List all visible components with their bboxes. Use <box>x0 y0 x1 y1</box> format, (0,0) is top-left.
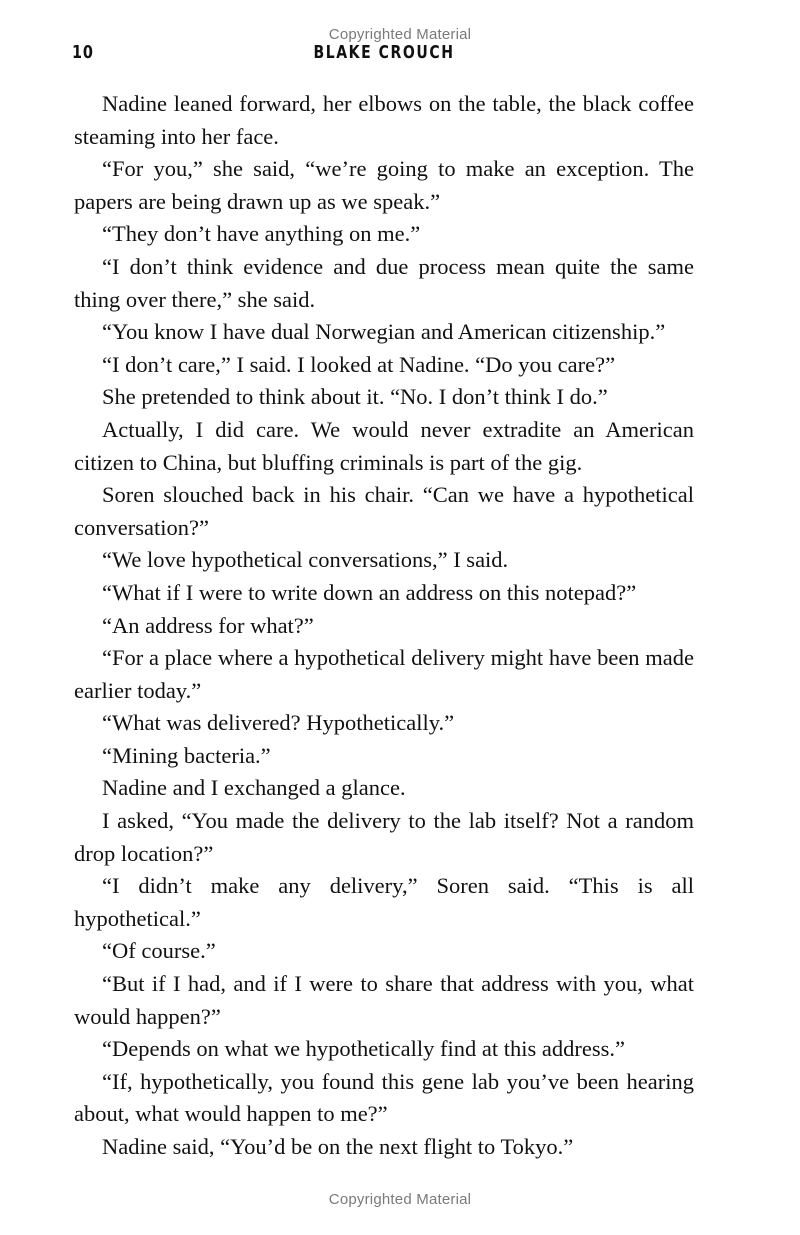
paragraph: “Of course.” <box>102 938 216 964</box>
paragraph: She pretended to think about it. “No. I don’t think I do.” <box>102 384 608 410</box>
paragraph: “I don’t think evidence and due process mean quite the same thing over there,” she said. <box>74 253 694 312</box>
paragraph: “Depends on what we hypothetically find at this address.” <box>102 1036 625 1062</box>
paragraph: Nadine said, “You’d be on the next flight to Tokyo.” <box>102 1134 574 1159</box>
paragraph: “What if I were to write down an address on this notepad?” <box>102 579 637 605</box>
paragraph: “I didn’t make any delivery,” Soren said. “This is all hypothetical.” <box>74 873 694 931</box>
paragraph: “An address for what?” <box>102 612 314 638</box>
copyright-watermark-bottom: Copyrighted Material <box>328 1191 472 1208</box>
paragraph: “They don’t have anything on me.” <box>102 221 421 247</box>
paragraph: Nadine leaned forward, her elbows on the table, the black coffee steaming into her face. <box>74 91 694 149</box>
paragraph: “If, hypothetically, you found this gene lab you’ve been hearing about, what would happen to me?” <box>74 1068 694 1127</box>
paragraph: “You know I have dual Norwegian and American citizenship.” <box>102 319 666 345</box>
paragraph: Actually, I did care. We would never extradite an American citizen to China, but bluffing criminals is part of the gig. <box>74 416 694 475</box>
paragraph: I asked, “You made the delivery to the lab itself? Not a random drop location?” <box>74 808 694 866</box>
paragraph: “But if I had, and if I were to share that address with you, what would happen?” <box>74 971 694 1029</box>
paragraph: “For you,” she said, “we’re going to make an exception. The papers are being drawn up as we speak.” <box>74 156 694 214</box>
paragraph: “I don’t care,” I said. I looked at Nadine. “Do you care?” <box>102 351 616 377</box>
paragraph: “For a place where a hypothetical delivery might have been made earlier today.” <box>74 645 694 703</box>
page-number: 10 <box>72 42 94 63</box>
paragraph: Nadine and I exchanged a glance. <box>102 775 406 801</box>
paragraph: “We love hypothetical conversations,” I said. <box>102 547 509 573</box>
body-text <box>74 88 694 1164</box>
running-title: BLAKE CROUCH <box>313 42 455 63</box>
running-header <box>72 42 696 66</box>
copyright-watermark-top: Copyrighted Material <box>328 26 472 43</box>
paragraph: Soren slouched back in his chair. “Can we have a hypothetical conversation?” <box>74 482 694 540</box>
paragraph: “What was delivered? Hypothetically.” <box>102 710 455 736</box>
paragraph: “Mining bacteria.” <box>102 742 271 768</box>
